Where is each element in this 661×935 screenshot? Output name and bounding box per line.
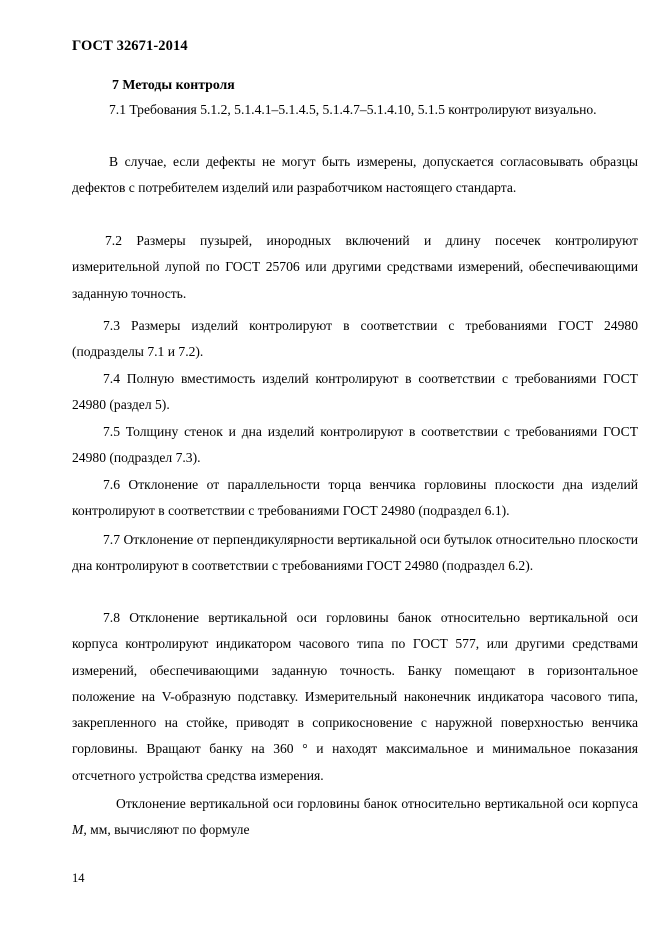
formula-intro-tail: мм, вычисляют по формуле (90, 822, 250, 838)
paragraph-formula-intro (72, 791, 638, 844)
paragraph-7-1-note: В случае, если дефекты не могут быть измерены, допускается согласовывать образцы дефектов с потребителем изделий или разработчиком настоящего стандарта. (72, 154, 638, 196)
paragraph-7-3: 7.3 Размеры изделий контролируют в соответствии с требованиями ГОСТ 24980 (подразделы 7.1 и 7.2). (72, 318, 638, 360)
paragraph-7-6: 7.6 Отклонение от параллельности торца венчика горловины плоскости дна изделий контролируют в соответствии с требованиями ГОСТ 24980 (подраздел 6.1). (72, 477, 638, 519)
section-title: 7 Методы контроля (112, 77, 235, 92)
formula-intro-text: Отклонение вертикальной оси горловины банок относительно вертикальной оси корпуса (116, 796, 638, 811)
paragraph-7-2: 7.2 Размеры пузырей, инородных включений и длину посечек контролируют измерительной лупой по ГОСТ 25706 или другими средствами измерений, обеспечивающими заданную точность. (72, 233, 638, 301)
formula-variable: M, (72, 822, 87, 838)
paragraph-7-1: 7.1 Требования 5.1.2, 5.1.4.1–5.1.4.5, 5.1.4.7–5.1.4.10, 5.1.5 контролируют визуально. (109, 102, 597, 117)
paragraph-7-4: 7.4 Полную вместимость изделий контролируют в соответствии с требованиями ГОСТ 24980 (раздел 5). (72, 371, 638, 413)
paragraph-7-8: 7.8 Отклонение вертикальной оси горловины банок относительно вертикальной оси корпуса контролируют индикатором часового типа по ГОСТ 577, или другими средствами измерений, обеспечивающими заданную точность. Банку помещают в горизонтальное положение на V-образную подставку. Измерительный наконечник индикатора часового типа, закрепленного на стойке, приводят в соприкосновение с наружной поверхностью венчика горловины. Вращают банку на 360 ° и находят максимальное и минимальное показания отсчетного устройства средства измерения. (72, 610, 638, 783)
document-header: ГОСТ 32671-2014 (72, 38, 188, 54)
page-number: 14 (72, 871, 85, 885)
paragraph-7-5: 7.5 Толщину стенок и дна изделий контролируют в соответствии с требованиями ГОСТ 24980 (подраздел 7.3). (72, 424, 638, 466)
paragraph-7-7: 7.7 Отклонение от перпендикулярности вертикальной оси бутылок относительно плоскости дна контролируют в соответствии с требованиями ГОСТ 24980 (подраздел 6.2). (72, 532, 638, 574)
